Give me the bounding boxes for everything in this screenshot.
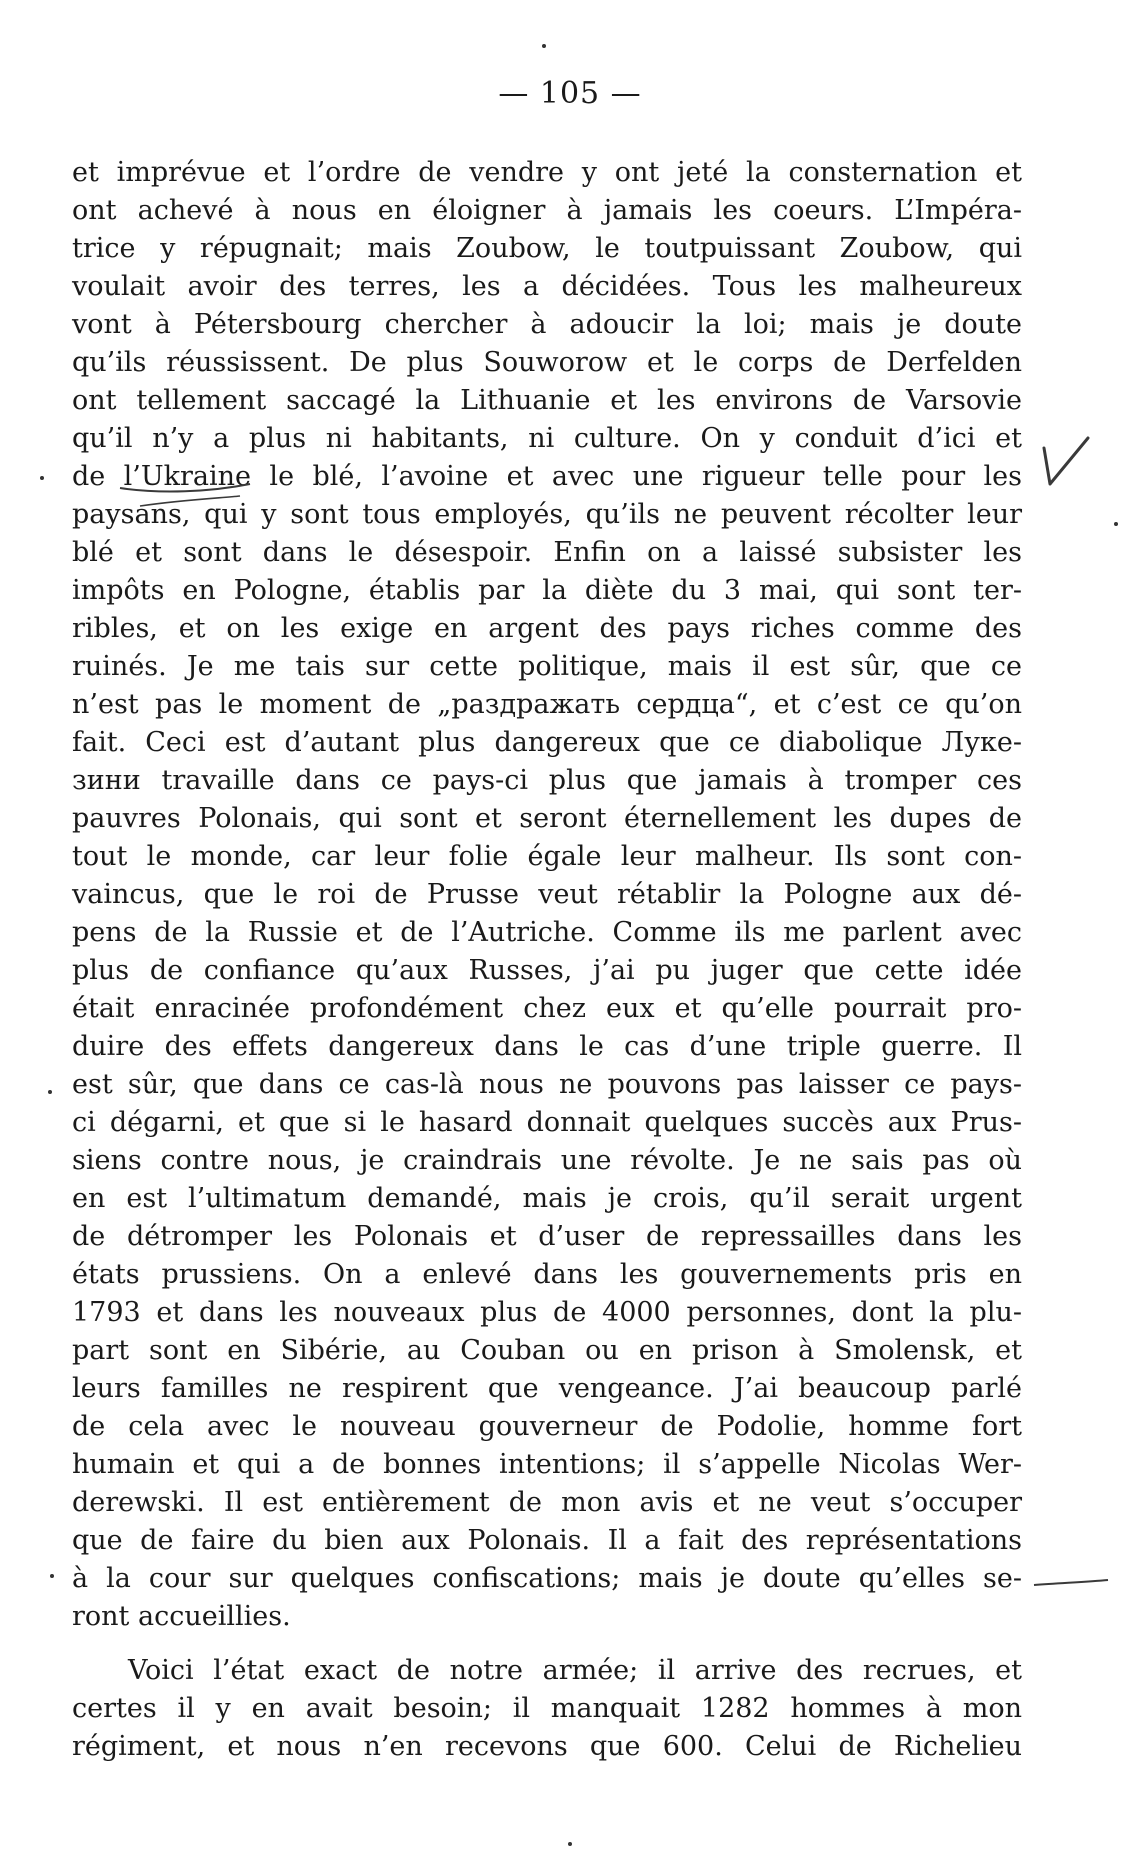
text-line: vont à Pétersbourg chercher à adoucir la loi; mais je doute: [72, 309, 1022, 340]
text-line: pauvres Polonais, qui sont et seront éternellement les dupes de: [72, 803, 1022, 834]
body-text: [72, 154, 1022, 1766]
text-line: voulait avoir des terres, les a décidées. Tous les malheureux: [72, 271, 1022, 302]
text-line: trice y répugnait; mais Zoubow, le toutpuissant Zoubow, qui: [72, 233, 1022, 264]
paper-speck: [1114, 522, 1118, 526]
paper-speck: [50, 1574, 54, 1578]
text-line: régiment, et nous n’en recevons que 600. Celui de Richelieu: [72, 1731, 1022, 1762]
text-line: et imprévue et l’ordre de vendre y ont jeté la consternation et: [72, 157, 1022, 188]
text-line: siens contre nous, je craindrais une révolte. Je ne sais pas où: [72, 1145, 1022, 1176]
paper-speck: [40, 476, 44, 480]
margin-checkmark-icon: [1036, 434, 1096, 494]
paragraph-start-line: Voici l’état exact de notre armée; il arrive des recrues, et: [128, 1655, 1022, 1686]
paper-speck: [48, 1090, 52, 1094]
text-line: en est l’ultimatum demandé, mais je crois, qu’il serait urgent: [72, 1183, 1022, 1214]
paper-speck: [542, 44, 546, 48]
text-line: qu’il n’y a plus ni habitants, ni culture. On y conduit d’ici et: [72, 423, 1022, 454]
page-number: — 105 —: [498, 76, 642, 111]
text-line: est sûr, que dans ce cas-là nous ne pouvons pas laisser ce pays-: [72, 1069, 1022, 1100]
text-line: ci dégarni, et que si le hasard donnait quelques succès aux Prus-: [72, 1107, 1022, 1138]
text-line: leurs familles ne respirent que vengeance. J’ai beaucoup parlé: [72, 1373, 1022, 1404]
text-line: était enracinée profondément chez eux et qu’elle pourrait pro-: [72, 993, 1022, 1024]
text-line: n’est pas le moment de „раздражать сердца“, et c’est ce qu’on: [72, 689, 1022, 720]
text-line: de cela avec le nouveau gouverneur de Podolie, homme fort: [72, 1411, 1022, 1442]
text-line: 1793 et dans les nouveaux plus de 4000 personnes, dont la plu-: [72, 1297, 1022, 1328]
text-line: humain et qui a de bonnes intentions; il s’appelle Nicolas Wer-: [72, 1449, 1022, 1480]
text-line: plus de confiance qu’aux Russes, j’ai pu juger que cette idée: [72, 955, 1022, 986]
text-line: duire des effets dangereux dans le cas d’une triple guerre. Il: [72, 1031, 1022, 1062]
text-line: blé et sont dans le désespoir. Enfin on a laissé subsister les: [72, 537, 1022, 568]
paper-speck: [568, 1842, 572, 1846]
text-line: ont achevé à nous en éloigner à jamais les coeurs. L’Impéra-: [72, 195, 1022, 226]
text-line: de l’Ukraine le blé, l’avoine et avec une rigueur telle pour les: [72, 461, 1022, 492]
text-line: états prussiens. On a enlevé dans les gouvernements pris en: [72, 1259, 1022, 1290]
text-line: de détromper les Polonais et d’user de repressailles dans les: [72, 1221, 1022, 1252]
text-line: pens de la Russie et de l’Autriche. Comme ils me parlent avec: [72, 917, 1022, 948]
text-line: paysans, qui y sont tous employés, qu’ils ne peuvent récolter leur: [72, 499, 1022, 530]
margin-pencil-line: [1030, 1576, 1110, 1590]
text-line: part sont en Sibérie, au Couban ou en prison à Smolensk, et: [72, 1335, 1022, 1366]
text-line: ruinés. Je me tais sur cette politique, mais il est sûr, que ce: [72, 651, 1022, 682]
text-line: derewski. Il est entièrement de mon avis et ne veut s’occuper: [72, 1487, 1022, 1518]
text-line: ribles, et on les exige en argent des pays riches comme des: [72, 613, 1022, 644]
paragraph-end-line: ront accueillies.: [72, 1601, 291, 1632]
text-line: зини travaille dans ce pays-ci plus que jamais à tromper ces: [72, 765, 1022, 796]
text-line: qu’ils réussissent. De plus Souworow et le corps de Derfelden: [72, 347, 1022, 378]
text-line: fait. Ceci est d’autant plus dangereux que ce diabolique Луке-: [72, 727, 1022, 758]
text-line: certes il y en avait besoin; il manquait 1282 hommes à mon: [72, 1693, 1022, 1724]
handwritten-underline-mark: [100, 480, 260, 510]
text-line: tout le monde, car leur folie égale leur malheur. Ils sont con-: [72, 841, 1022, 872]
text-line: ont tellement saccagé la Lithuanie et les environs de Varsovie: [72, 385, 1022, 416]
text-line: impôts en Pologne, établis par la diète du 3 mai, qui sont ter-: [72, 575, 1022, 606]
text-line: à la cour sur quelques confiscations; mais je doute qu’elles se-: [72, 1563, 1022, 1594]
text-line: que de faire du bien aux Polonais. Il a fait des représentations: [72, 1525, 1022, 1556]
text-line: vaincus, que le roi de Prusse veut rétablir la Pologne aux dé-: [72, 879, 1022, 910]
